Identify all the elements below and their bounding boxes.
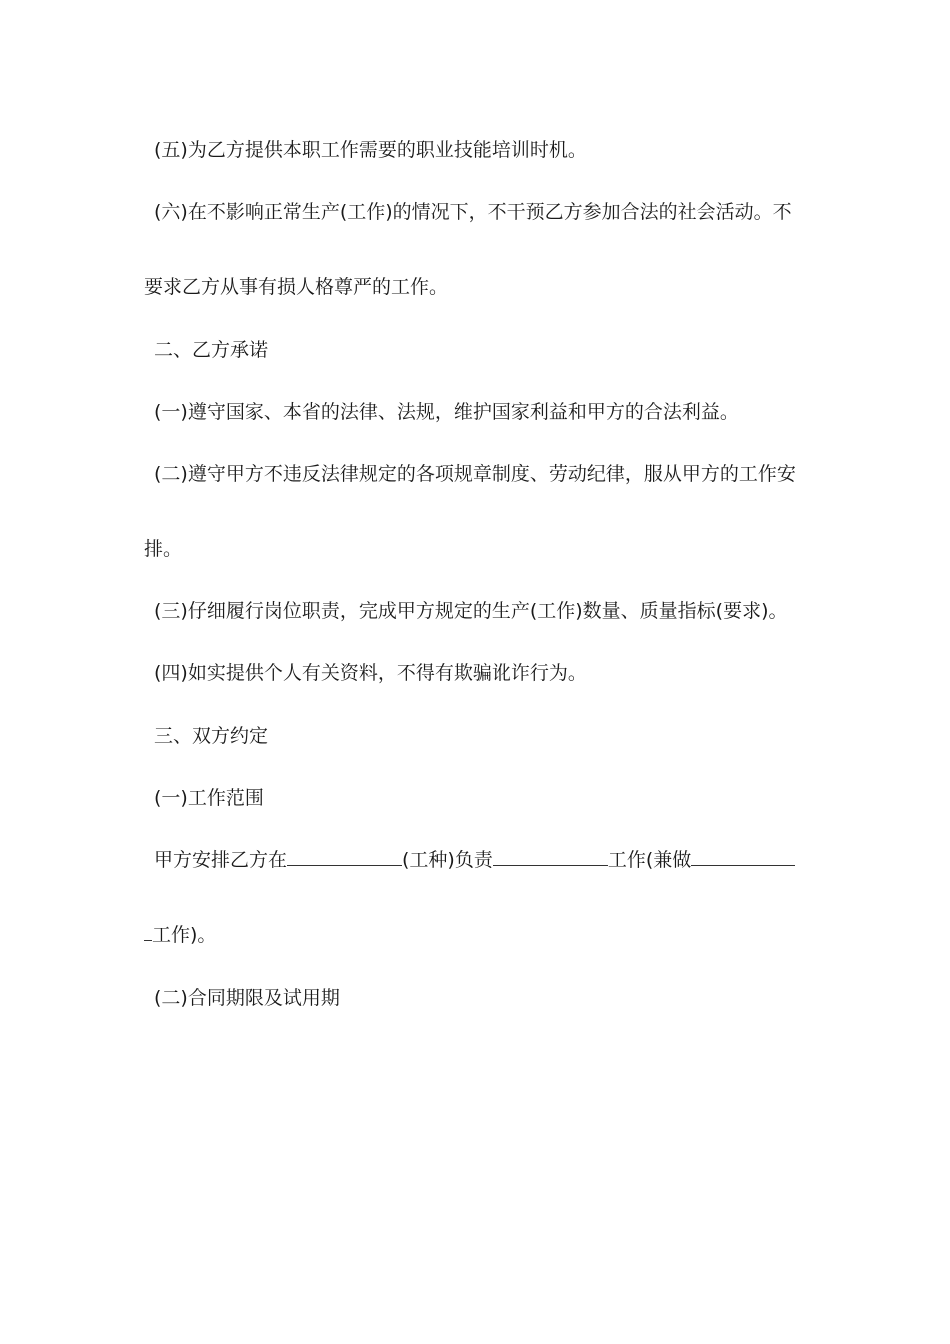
section-heading-party-b: 二、乙方承诺 <box>154 339 269 361</box>
section-heading-mutual: 三、双方约定 <box>154 725 269 747</box>
clause-b-four: (四)如实提供个人有关资料，不得有欺骗讹诈行为。 <box>154 662 587 684</box>
blank-duty-field[interactable] <box>493 847 608 866</box>
clause-b-two: (二)遵守甲方不违反法律规定的各项规章制度、劳动纪律，服从甲方的工作安 <box>154 463 796 485</box>
clause-five: (五)为乙方提供本职工作需要的职业技能培训时机。 <box>154 139 587 161</box>
work-scope-text-b: (工种)负责 <box>402 849 493 871</box>
clause-b-one: (一)遵守国家、本省的法律、法规，维护国家利益和甲方的合法利益。 <box>154 401 739 423</box>
work-scope-line <box>154 847 795 873</box>
work-scope-line-continued <box>144 922 216 948</box>
clause-work-scope-heading: (一)工作范围 <box>154 787 264 809</box>
clause-six-continued: 要求乙方从事有损人格尊严的工作。 <box>144 276 449 298</box>
work-scope-text-c: 工作(兼做 <box>607 849 692 871</box>
work-scope-text-d: 工作)。 <box>152 924 217 946</box>
clause-contract-term-heading: (二)合同期限及试用期 <box>154 987 340 1009</box>
blank-workplace-field[interactable] <box>287 847 402 866</box>
work-scope-text-a: 甲方安排乙方在 <box>154 849 288 871</box>
blank-parttime-field-continued[interactable] <box>144 922 152 941</box>
clause-six: (六)在不影响正常生产(工作)的情况下，不干预乙方参加合法的社会活动。不 <box>154 201 792 223</box>
blank-parttime-field[interactable] <box>691 847 795 866</box>
clause-b-two-continued: 排。 <box>144 538 183 560</box>
clause-b-three: (三)仔细履行岗位职责，完成甲方规定的生产(工作)数量、质量指标(要求)。 <box>154 600 788 622</box>
